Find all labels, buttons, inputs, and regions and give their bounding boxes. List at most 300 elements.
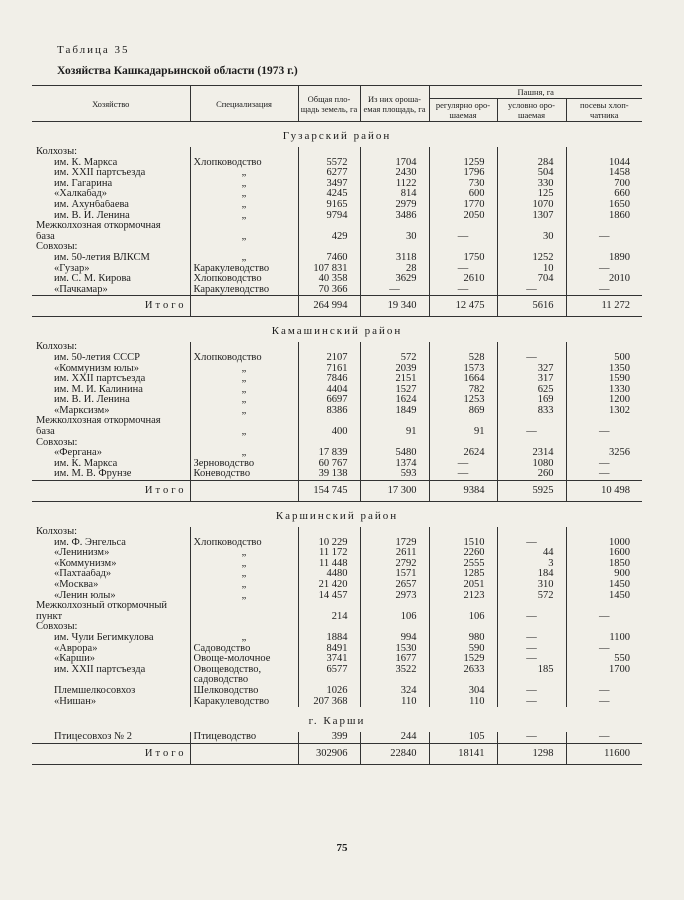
value-cell (298, 342, 360, 353)
value-cell (497, 527, 566, 538)
value-cell (360, 342, 429, 353)
value-cell (429, 221, 497, 232)
value-cell: 1704 (360, 158, 429, 169)
header-irrigated-area: Из них ороша-емая площадь, га (360, 86, 429, 122)
farm-name: им. XXII партсъезда (54, 664, 146, 675)
value-cell: 814 (360, 189, 429, 200)
value-cell: — (497, 697, 566, 708)
value-cell: — (566, 459, 642, 470)
value-cell: — (497, 612, 566, 623)
table-number: Таблица 35 (57, 44, 130, 56)
specialization: Каракулеводство (190, 697, 298, 708)
table-row (32, 364, 642, 375)
specialization: „ (190, 633, 298, 644)
total-row (32, 743, 642, 764)
total-value: 11 272 (566, 296, 642, 317)
value-cell: 833 (497, 406, 566, 417)
header-total-area: Общая пло-щадь земель, га (298, 86, 360, 122)
specialization: „ (190, 168, 298, 179)
value-cell (298, 221, 360, 232)
value-cell: 214 (298, 612, 360, 623)
value-cell: 30 (360, 232, 429, 243)
farm-name: им. 50-летия ВЛКСМ (54, 252, 150, 263)
value-cell: 3256 (566, 448, 642, 459)
value-cell: — (429, 469, 497, 480)
value-cell: — (429, 459, 497, 470)
value-cell: 1450 (566, 580, 642, 591)
value-cell (566, 438, 642, 449)
specialization (190, 622, 298, 633)
farm-name: им. В. И. Ленина (54, 395, 130, 406)
value-cell: 110 (360, 697, 429, 708)
table-row (32, 527, 642, 538)
table-row (32, 253, 642, 264)
value-cell: 994 (360, 633, 429, 644)
value-cell (566, 242, 642, 253)
value-cell: 1770 (429, 200, 497, 211)
value-cell (298, 242, 360, 253)
value-cell: 1374 (360, 459, 429, 470)
value-cell: 1590 (566, 374, 642, 385)
farm-name: Племшелкосовхоз (54, 685, 136, 696)
value-cell: 528 (429, 353, 497, 364)
total-label: Итого (32, 296, 190, 317)
value-cell: 10 (497, 264, 566, 275)
value-cell: — (497, 686, 566, 697)
table-row (32, 438, 642, 449)
table-row (32, 242, 642, 253)
value-cell (429, 675, 497, 686)
value-cell: 260 (497, 469, 566, 480)
value-cell: 399 (298, 732, 360, 743)
value-cell: 2151 (360, 374, 429, 385)
value-cell: 429 (298, 232, 360, 243)
value-cell: 550 (566, 654, 642, 665)
table-row (32, 200, 642, 211)
value-cell: 14 457 (298, 591, 360, 602)
value-cell (298, 438, 360, 449)
table-body (32, 122, 642, 765)
value-cell: 3522 (360, 665, 429, 676)
farm-name: «Марксизм» (54, 405, 110, 416)
total-label: Итого (32, 481, 190, 502)
value-cell: 704 (497, 274, 566, 285)
value-cell: 184 (497, 569, 566, 580)
farm-name: им. Гагарина (54, 178, 113, 189)
total-label: Итого (32, 743, 190, 764)
value-cell: 730 (429, 179, 497, 190)
specialization: Каракулеводство (190, 264, 298, 275)
value-cell: 1884 (298, 633, 360, 644)
value-cell: 1100 (566, 633, 642, 644)
specialization: „ (190, 211, 298, 222)
specialization: „ (190, 364, 298, 375)
table-row (32, 612, 642, 623)
value-cell (360, 221, 429, 232)
farm-name (32, 675, 190, 686)
farm-name: «Москва» (54, 580, 99, 590)
total-value: 17 300 (360, 481, 429, 502)
value-cell (497, 242, 566, 253)
value-cell: 1700 (566, 665, 642, 676)
value-cell: 2610 (429, 274, 497, 285)
value-cell (429, 622, 497, 633)
value-cell: 1307 (497, 211, 566, 222)
specialization: Зерноводство (190, 459, 298, 470)
value-cell: 593 (360, 469, 429, 480)
value-cell: 6277 (298, 168, 360, 179)
value-cell: 1200 (566, 395, 642, 406)
value-cell (429, 438, 497, 449)
value-cell: — (566, 427, 642, 438)
value-cell: 6697 (298, 395, 360, 406)
table-row (32, 580, 642, 591)
table-row (32, 264, 642, 275)
value-cell (566, 416, 642, 427)
value-cell (429, 416, 497, 427)
specialization: „ (190, 253, 298, 264)
value-cell: 2051 (429, 580, 497, 591)
value-cell: — (566, 644, 642, 655)
table-row (32, 569, 642, 580)
value-cell: — (566, 686, 642, 697)
value-cell (497, 416, 566, 427)
header-arable: Пашня, га (429, 86, 642, 99)
value-cell: 30 (497, 232, 566, 243)
value-cell: 572 (360, 353, 429, 364)
value-cell: 660 (566, 189, 642, 200)
table-row (32, 189, 642, 200)
value-cell: 70 366 (298, 285, 360, 296)
value-cell: 330 (497, 179, 566, 190)
value-cell: 6577 (298, 665, 360, 676)
value-cell: 107 831 (298, 264, 360, 275)
table-row (32, 374, 642, 385)
farm-name: им. К. Маркса (54, 458, 118, 469)
value-cell (298, 601, 360, 612)
specialization (190, 438, 298, 449)
value-cell: 625 (497, 385, 566, 396)
value-cell: 2624 (429, 448, 497, 459)
value-cell (497, 342, 566, 353)
value-cell: 3 (497, 559, 566, 570)
farm-name: «Карши» (54, 654, 95, 665)
farm-name: «Халкабад» (54, 189, 108, 200)
value-cell: 327 (497, 364, 566, 375)
value-cell: 2314 (497, 448, 566, 459)
farm-name: им. Ф. Энгельса (54, 537, 126, 548)
farm-name: база (36, 231, 55, 242)
table-row (32, 232, 642, 243)
value-cell: 1259 (429, 158, 497, 169)
table-row (32, 285, 642, 296)
specialization: Овощеводство, (190, 665, 298, 676)
table-row (32, 633, 642, 644)
farm-name: «Фергана» (54, 448, 102, 459)
value-cell (429, 601, 497, 612)
specialization: Хлопководство (190, 538, 298, 549)
table-row (32, 601, 642, 612)
farm-name: Межколхозный откормочный (36, 601, 168, 612)
value-cell: 10 229 (298, 538, 360, 549)
farm-name: «Коммунизм юлы» (54, 363, 139, 374)
value-cell: 980 (429, 633, 497, 644)
value-cell: — (497, 654, 566, 665)
header-specialization: Специализация (190, 86, 298, 122)
value-cell: 1253 (429, 395, 497, 406)
value-cell (429, 242, 497, 253)
table-row (32, 665, 642, 676)
specialization (190, 527, 298, 538)
total-value: 18141 (429, 743, 497, 764)
value-cell (497, 601, 566, 612)
table-row (32, 644, 642, 655)
value-cell: 5480 (360, 448, 429, 459)
table-row (32, 732, 642, 743)
value-cell (497, 438, 566, 449)
value-cell: 1600 (566, 548, 642, 559)
specialization: Шелководство (190, 686, 298, 697)
specialization (190, 612, 298, 623)
value-cell (360, 438, 429, 449)
value-cell: 9165 (298, 200, 360, 211)
value-cell (360, 147, 429, 158)
value-cell: 1527 (360, 385, 429, 396)
farm-name: им. М. И. Калинина (54, 384, 143, 395)
specialization: „ (190, 179, 298, 190)
value-cell: 1530 (360, 644, 429, 655)
total-value: 1298 (497, 743, 566, 764)
value-cell (497, 622, 566, 633)
specialization: „ (190, 448, 298, 459)
value-cell: 2555 (429, 559, 497, 570)
value-cell (566, 342, 642, 353)
farm-name: «Аврора» (54, 643, 98, 654)
specialization (190, 601, 298, 612)
table-row (32, 385, 642, 396)
value-cell: 2979 (360, 200, 429, 211)
value-cell: — (497, 644, 566, 655)
value-cell: — (497, 732, 566, 743)
specialization: „ (190, 232, 298, 243)
value-cell: 900 (566, 569, 642, 580)
header-cotton: посевы хлоп-чатника (566, 99, 642, 122)
value-cell (566, 527, 642, 538)
specialization (190, 221, 298, 232)
specialization: Птицеводство (190, 732, 298, 743)
total-value: 154 745 (298, 481, 360, 502)
value-cell: 91 (360, 427, 429, 438)
section-header-row (32, 317, 642, 343)
header-regular-irrigated: регулярно оро-шаемая (429, 99, 497, 122)
value-cell: 207 368 (298, 697, 360, 708)
section-title: Гузарский район (282, 130, 392, 142)
value-cell: 4245 (298, 189, 360, 200)
farm-name: пункт (36, 611, 63, 622)
value-cell: 125 (497, 189, 566, 200)
section-title: Камашинский район (271, 325, 403, 338)
total-spacer (190, 296, 298, 317)
farm-name: им. С. М. Кирова (54, 274, 131, 285)
value-cell: 40 358 (298, 274, 360, 285)
value-cell: 2633 (429, 665, 497, 676)
value-cell (298, 675, 360, 686)
value-cell: 2657 (360, 580, 429, 591)
total-value: 12 475 (429, 296, 497, 317)
farm-name: им. XXII партсъезда (54, 374, 146, 385)
specialization: Коневодство (190, 469, 298, 480)
value-cell: 1849 (360, 406, 429, 417)
value-cell: — (497, 353, 566, 364)
specialization: „ (190, 548, 298, 559)
value-cell: 2792 (360, 559, 429, 570)
value-cell: 1252 (497, 253, 566, 264)
value-cell: 17 839 (298, 448, 360, 459)
value-cell: 869 (429, 406, 497, 417)
header-conditional-irrigated: условно оро-шаемая (497, 99, 566, 122)
specialization: Хлопководство (190, 158, 298, 169)
table-row (32, 353, 642, 364)
value-cell: 1350 (566, 364, 642, 375)
specialization: „ (190, 591, 298, 602)
table-row (32, 538, 642, 549)
specialization: Хлопководство (190, 353, 298, 364)
specialization (190, 147, 298, 158)
value-cell: — (497, 285, 566, 296)
specialization: „ (190, 559, 298, 570)
value-cell: 317 (497, 374, 566, 385)
farm-name: Птицесовхоз № 2 (54, 732, 132, 743)
specialization: „ (190, 200, 298, 211)
value-cell (298, 416, 360, 427)
value-cell: 2039 (360, 364, 429, 375)
value-cell: 1860 (566, 211, 642, 222)
table-row (32, 158, 642, 169)
value-cell: 1285 (429, 569, 497, 580)
value-cell (566, 601, 642, 612)
value-cell: 60 767 (298, 459, 360, 470)
total-value: 5616 (497, 296, 566, 317)
specialization: „ (190, 374, 298, 385)
value-cell: 4480 (298, 569, 360, 580)
table-row (32, 675, 642, 686)
farm-name: «Ленин юлы» (54, 590, 116, 601)
value-cell: 572 (497, 591, 566, 602)
value-cell: 1677 (360, 654, 429, 665)
table-row (32, 221, 642, 232)
farm-name: «Гузар» (54, 263, 90, 274)
value-cell (360, 242, 429, 253)
table-row (32, 559, 642, 570)
total-value: 10 498 (566, 481, 642, 502)
value-cell: 304 (429, 686, 497, 697)
value-cell (360, 527, 429, 538)
value-cell: 1571 (360, 569, 429, 580)
farm-name: им. 50-летия СССР (54, 352, 140, 363)
value-cell: — (429, 285, 497, 296)
value-cell: 324 (360, 686, 429, 697)
farm-name: Колхозы: (36, 147, 78, 157)
value-cell: 2611 (360, 548, 429, 559)
value-cell (360, 622, 429, 633)
value-cell: 1044 (566, 158, 642, 169)
farm-name: Совхозы: (36, 437, 78, 448)
section-title: Каршинский район (275, 510, 399, 523)
value-cell: 782 (429, 385, 497, 396)
value-cell: — (429, 232, 497, 243)
table-row (32, 342, 642, 353)
table-row (32, 147, 642, 158)
value-cell: — (566, 264, 642, 275)
specialization (190, 416, 298, 427)
specialization: Садоводство (190, 644, 298, 655)
farm-name: им. К. Маркса (54, 157, 118, 168)
table-row (32, 179, 642, 190)
value-cell: 504 (497, 168, 566, 179)
value-cell: 1890 (566, 253, 642, 264)
farm-name: «Пахтаабад» (54, 569, 112, 580)
section-header-row (32, 122, 642, 148)
total-value: 19 340 (360, 296, 429, 317)
value-cell (566, 221, 642, 232)
value-cell: 2430 (360, 168, 429, 179)
value-cell: 11 172 (298, 548, 360, 559)
value-cell: — (566, 469, 642, 480)
farm-name: им. М. В. Фрунзе (54, 469, 132, 480)
value-cell: 600 (429, 189, 497, 200)
value-cell (429, 342, 497, 353)
value-cell: — (566, 232, 642, 243)
value-cell: 28 (360, 264, 429, 275)
specialization: „ (190, 189, 298, 200)
table-row (32, 654, 642, 665)
value-cell: 1750 (429, 253, 497, 264)
value-cell (429, 527, 497, 538)
farm-name: им. Чули Бегимкулова (54, 632, 154, 643)
value-cell (360, 601, 429, 612)
total-value: 264 994 (298, 296, 360, 317)
value-cell (566, 675, 642, 686)
value-cell: 3118 (360, 253, 429, 264)
value-cell: 8491 (298, 644, 360, 655)
farm-name: им. XXII партсъезда (54, 168, 146, 179)
value-cell: 7846 (298, 374, 360, 385)
farm-name: Колхозы: (36, 527, 78, 538)
total-value: 9384 (429, 481, 497, 502)
value-cell: 4404 (298, 385, 360, 396)
table-row (32, 469, 642, 480)
farms-table (32, 85, 642, 765)
value-cell: 3629 (360, 274, 429, 285)
total-value: 11600 (566, 743, 642, 764)
specialization: „ (190, 385, 298, 396)
value-cell (497, 221, 566, 232)
value-cell (429, 147, 497, 158)
farm-name: Колхозы: (36, 342, 78, 353)
value-cell: 9794 (298, 211, 360, 222)
specialization: „ (190, 569, 298, 580)
value-cell: 185 (497, 665, 566, 676)
value-cell: 91 (429, 427, 497, 438)
value-cell: 1510 (429, 538, 497, 549)
value-cell: 106 (429, 612, 497, 623)
total-value: 302906 (298, 743, 360, 764)
farm-name: «Ленинизм» (54, 548, 110, 559)
value-cell: 7161 (298, 364, 360, 375)
value-cell: — (566, 732, 642, 743)
value-cell: 3497 (298, 179, 360, 190)
value-cell: — (497, 633, 566, 644)
